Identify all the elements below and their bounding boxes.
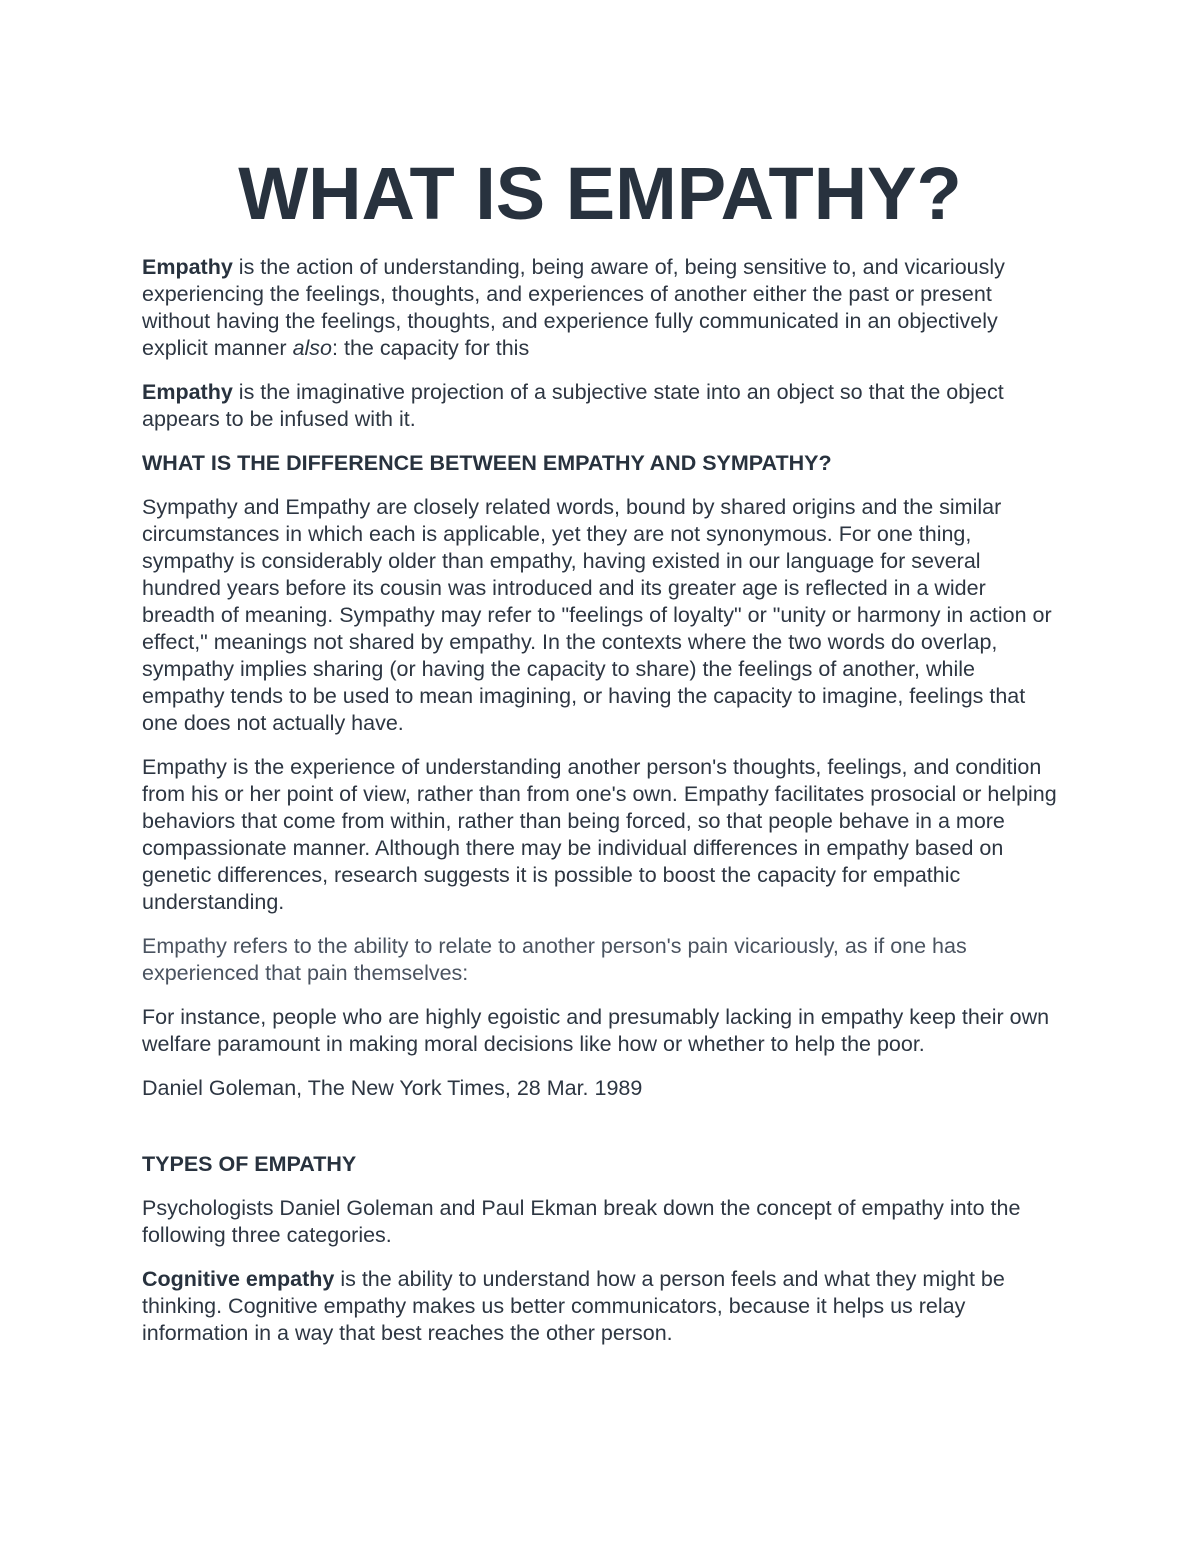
definition-paragraph-2 — [142, 379, 1062, 433]
paragraph-pain: Empathy refers to the ability to relate to another person's pain vicariously, as if one has experienced that pain themselves: — [142, 934, 967, 985]
cognitive-text: is the ability to understand how a person feels and what they might be thinking. Cognitive empathy makes us better communicators, because it helps us relay information in a way that best reaches the other person. — [142, 1267, 1005, 1345]
paragraph-difference: Sympathy and Empathy are closely related words, bound by shared origins and the similar circumstances in which each is applicable, yet they are not synonymous. For one thing, sympathy is considerably older than empathy, having existed in our language for several hundred years before its cousin was introduced and its greater age is reflected in a wider breadth of meaning. Sympathy may refer to "feelings of loyalty" or "unity or harmony in action or effect," meanings not shared by empathy. In the contexts where the two words do overlap, sympathy implies sharing (or having the capacity to share) the feelings of another, while empathy tends to be used to mean imagining, or having the capacity to imagine, feelings that one does not actually have. — [142, 495, 1052, 735]
citation: Daniel Goleman, The New York Times, 28 Mar. 1989 — [142, 1076, 643, 1100]
definition-paragraph-1 — [142, 254, 1062, 362]
document-page — [142, 150, 1062, 1364]
heading-difference: WHAT IS THE DIFFERENCE BETWEEN EMPATHY AND SYMPATHY? — [142, 451, 832, 475]
definition-tail: : the capacity for this — [332, 336, 530, 360]
paragraph-types-intro: Psychologists Daniel Goleman and Paul Ekman break down the concept of empathy into the following three categories. — [142, 1196, 1021, 1247]
page-title: WHAT IS EMPATHY? — [238, 152, 962, 235]
paragraph-experience: Empathy is the experience of understanding another person's thoughts, feelings, and condition from his or her point of view, rather than from one's own. Empathy facilitates prosocial or helping behaviors that come from within, rather than being forced, so that people behave in a more compassionate manner. Although there may be individual differences in empathy based on genetic differences, research suggests it is possible to boost the capacity for empathic understanding. — [142, 755, 1057, 914]
also-italic: also — [292, 336, 333, 360]
cognitive-term: Cognitive empathy — [142, 1267, 335, 1291]
definition-term: Empathy — [142, 255, 233, 279]
paragraph-instance: For instance, people who are highly egoistic and presumably lacking in empathy keep their own welfare paramount in making moral decisions like how or whether to help the poor. — [142, 1005, 1050, 1056]
definition-text: is the imaginative projection of a subjective state into an object so that the object appears to be infused with it. — [142, 380, 1004, 431]
paragraph-cognitive — [142, 1266, 1062, 1347]
definition-text: is the action of understanding, being aware of, being sensitive to, and vicariously experiencing the feelings, thoughts, and experiences of another either the past or present without having the feelings, thoughts, and experience fully communicated in an objectively explicit manner — [142, 255, 1005, 360]
definition-term: Empathy — [142, 380, 233, 404]
heading-types: TYPES OF EMPATHY — [142, 1152, 357, 1176]
